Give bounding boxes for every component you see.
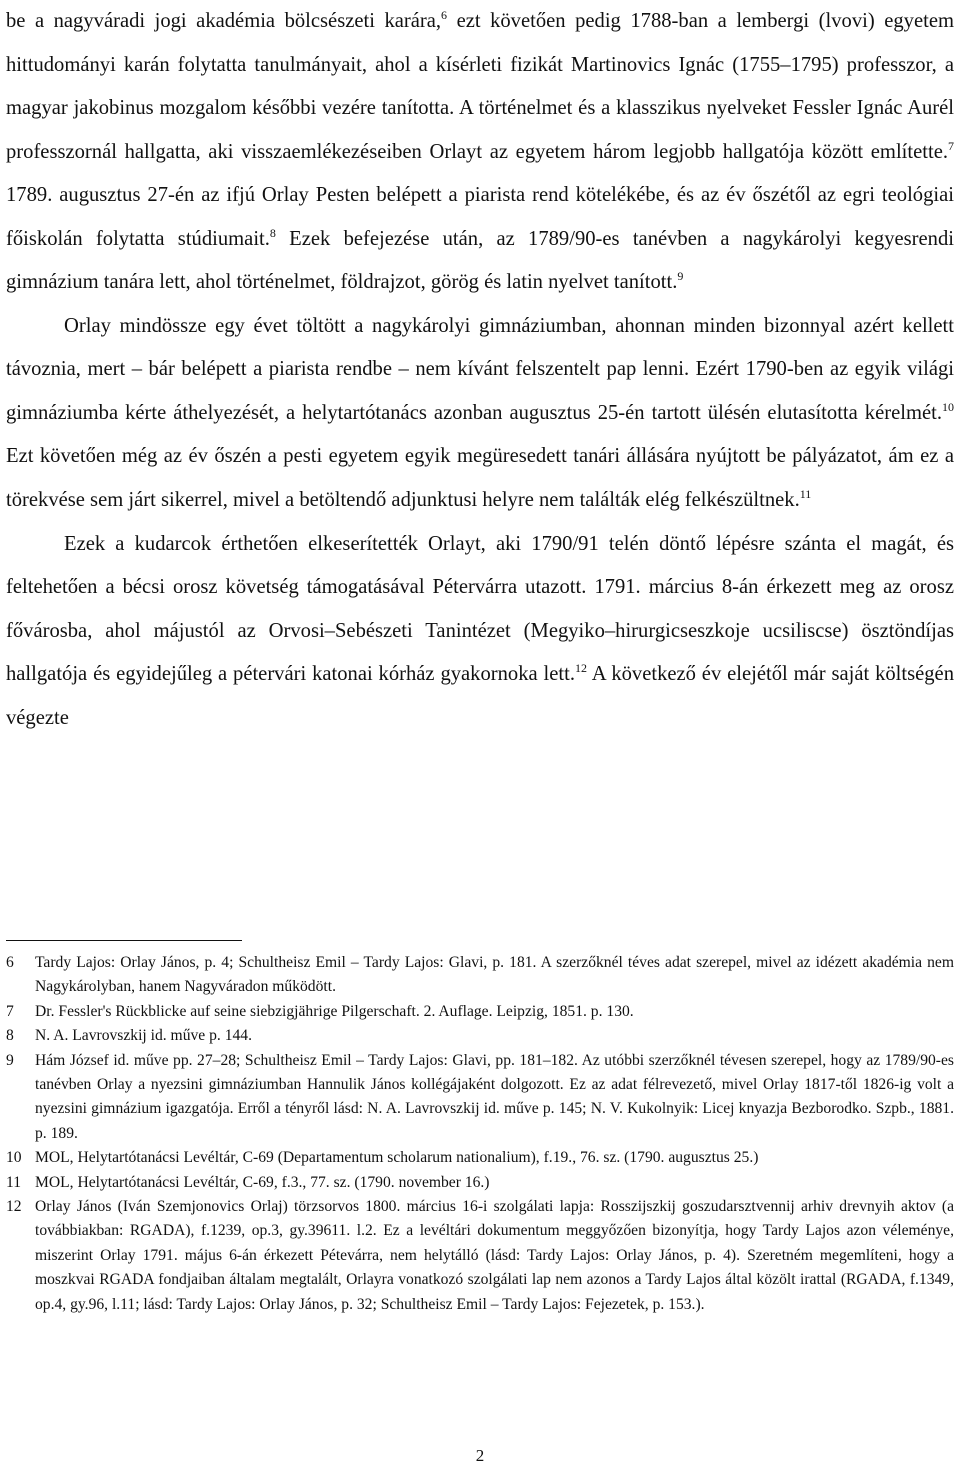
footnote-number: 7 <box>6 1002 14 1020</box>
footnote-11 <box>6 1171 954 1195</box>
document-page <box>6 0 954 1468</box>
paragraph-2 <box>6 305 954 523</box>
footnote-text: Orlay János (Iván Szemjonovics Orlaj) törzsorvos 1800. március 16-i szolgálati lapja: Rosszijszkij goszudarsztvennij arhiv drevnyih aktov (a továbbiakban: RGADA), f.1239, op.3, gy.39611. l.2. Ez a levéltári dokumentum meggyőzően bizonyítja, hogy Tardy Lajos azon véleménye, miszerint Orlay 1791. május 6-án érkezett Pétevárra, nem helytálló (lásd: Tardy Lajos: Orlay János, p. 4). Szeretném megemlíteni, hogy a moszkvai RGADA fondjaiban általam megtalált, Orlayra vonatkozó szolgálati lap nem azonos a Tardy Lajos által közölt irattal (RGADA, f.1349, op.4, gy.96, l.11; lásd: Tardy Lajos: Orlay János, p. 32; Schultheisz Emil – Tardy Lajos: Fejezetek, p. 153.). <box>35 1198 954 1313</box>
footnote-text: MOL, Helytartótanácsi Levéltár, C-69, f.3., 77. sz. (1790. november 16.) <box>35 1173 490 1191</box>
footnote-text: Tardy Lajos: Orlay János, p. 4; Schultheisz Emil – Tardy Lajos: Glavi, p. 181. A szerzőknél téves adat szerepel, mivel az idézett akadémia nem Nagykárolyban, hanem Nagyváradon működött. <box>35 954 954 996</box>
paragraph-text: Ezek befejezése után, az 1789/90-es tanévben a nagykárolyi kegyesrendi gimnázium tanára lett, ahol történelmet, földrajzot, görög és latin nyelvet tanított. <box>6 227 954 294</box>
paragraph-1 <box>6 0 954 305</box>
footnote-9 <box>6 1049 954 1147</box>
paragraph-text: ezt követően pedig 1788-ban a lembergi (lvovi) egyetem hittudományi karán folytatta tanulmányait, ahol a kísérleti fizikát Martinovics Ignác (1755–1795) professzor, a magyar jakobinus mozgalom későbbi vezére tanította. A történelmet és a klasszikus nyelveket Fessler Ignác Aurél professzornál hallgatta, aki visszaemlékezéseiben Orlayt az egyetem három legjobb hallgatója között említette. <box>6 10 954 163</box>
footnote-text: N. A. Lavrovszkij id. műve p. 144. <box>35 1027 252 1045</box>
footnote-10 <box>6 1146 954 1170</box>
paragraph-3 <box>6 523 954 741</box>
paragraph-text: 1789. augusztus 27-én az ifjú Orlay Pesten belépett a piarista rend kötelékébe, és az év őszétől az egri teológiai főiskolán folytatta stúdiumait. <box>6 184 954 250</box>
footnote-6 <box>6 951 954 1000</box>
footnote-text: Dr. Fessler's Rückblicke auf seine siebzigjährige Pilgerschaft. 2. Auflage. Leipzig, 1851. p. 130. <box>35 1002 634 1020</box>
paragraph-text: be a nagyváradi jogi akadémia bölcsészeti karára, <box>6 10 442 32</box>
paragraph-text: A következő év elejétől már saját költségén végezte <box>6 663 954 729</box>
footnote-number: 11 <box>6 1173 22 1191</box>
footnote-number: 6 <box>6 954 14 971</box>
footnote-ref-6[interactable]: 6 <box>441 8 448 22</box>
footnote-text: MOL, Helytartótanácsi Levéltár, C-69 (Departamentum scholarum nationalium), f.19., 76. sz. (1790. augusztus 25.) <box>35 1149 759 1167</box>
footnote-ref-9[interactable]: 9 <box>677 269 684 284</box>
page-number: 2 <box>475 1446 485 1465</box>
footnote-7 <box>6 1000 954 1024</box>
main-text <box>6 0 954 740</box>
footnotes <box>6 951 954 1317</box>
footnote-ref-12[interactable]: 12 <box>574 661 587 676</box>
paragraph-text: Orlay mindössze egy évet töltött a nagykárolyi gimnáziumban, ahonnan minden bizonnyal azért kellett távoznia, mert – bár belépett a piarista rendbe – nem kívánt felszentelt pap lenni. Ezért 1790-ben az egyik világi gimnáziumba kérte áthelyezését, a helytartótanács azonban augusztus 25-én tartott ülésén elutasította kérelmét. <box>6 314 954 424</box>
footnote-ref-7[interactable]: 7 <box>948 138 954 153</box>
footnote-separator <box>6 940 242 941</box>
paragraph-text: Ezek a kudarcok érthetően elkeserítették Orlayt, aki 1790/91 telén döntő lépésre szánta el magát, és feltehetően a bécsi orosz követség támogatásával Pétervárra utazott. 1791. március 8-án érkezett meg az orosz fővárosba, ahol májustól az Orvosi–Sebészeti Tanintézet (Megyiko–hirurgicseszkoje ucsiliscse) ösztöndíjas hallgatója és egyidejűleg a pétervári katonai kórház gyakornoka lett. <box>6 532 954 686</box>
footnote-ref-11[interactable]: 11 <box>799 487 812 502</box>
footnote-text: Hám József id. műve pp. 27–28; Schultheisz Emil – Tardy Lajos: Glavi, pp. 181–182. Az utóbbi szerzőknél tévesen szerepel, hogy az 1789/90-es tanévben Orlay a nyezsini gimnáziumban Hannulik János kollégájaként dolgozott. Ez az adat félrevezető, mivel Orlay 1817-től 1826-ig volt a nyezsini gimnázium igazgatója. Erről a tényről lásd: N. A. Lavrovszkij id. műve p. 145; N. V. Kukolnyik: Licej knyazja Bezborodko. Szpb., 1881. p. 189. <box>35 1051 954 1142</box>
footnote-number: 8 <box>6 1027 14 1045</box>
footnote-number: 9 <box>6 1051 14 1069</box>
footnote-number: 12 <box>6 1198 22 1216</box>
footnote-8 <box>6 1024 954 1048</box>
footnote-ref-10[interactable]: 10 <box>942 399 954 414</box>
footnote-12 <box>6 1195 954 1317</box>
paragraph-text: Ezt követően még az év őszén a pesti egyetem egyik megüresedett tanári állására nyújtott be pályázatot, ám ez a törekvése sem járt sikerrel, mivel a betöltendő adjunktusi helyre nem találták elég felkészültnek. <box>6 445 954 512</box>
footnote-number: 10 <box>6 1149 22 1167</box>
footnote-ref-8[interactable]: 8 <box>269 225 276 240</box>
